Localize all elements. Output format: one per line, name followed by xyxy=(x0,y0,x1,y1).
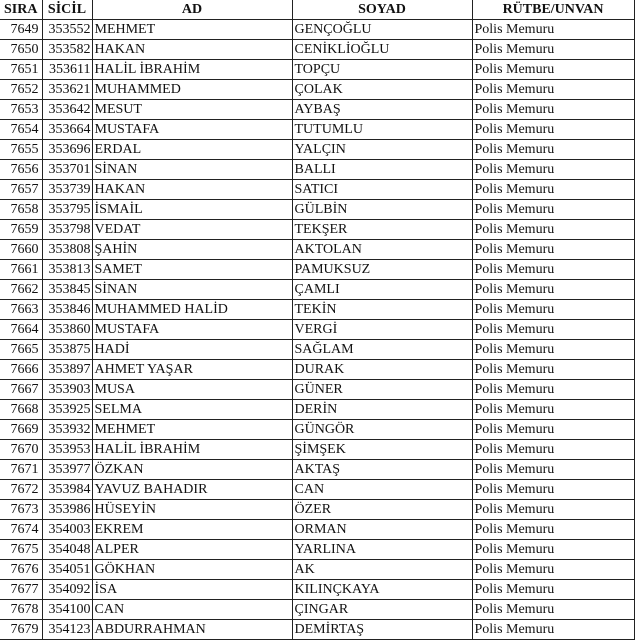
table-row xyxy=(0,100,634,120)
cell-soyad: BALLI xyxy=(292,160,472,180)
cell-ad: MUSTAFA xyxy=(92,320,292,340)
table-row xyxy=(0,20,634,40)
cell-sira: 7664 xyxy=(0,320,42,340)
cell-ad: ÖZKAN xyxy=(92,460,292,480)
table-row xyxy=(0,340,634,360)
header-soyad: SOYAD xyxy=(292,0,472,20)
cell-rutbe: Polis Memuru xyxy=(472,580,634,600)
cell-sira: 7660 xyxy=(0,240,42,260)
cell-ad: HADİ xyxy=(92,340,292,360)
cell-rutbe: Polis Memuru xyxy=(472,140,634,160)
cell-soyad: SAĞLAM xyxy=(292,340,472,360)
table-row xyxy=(0,260,634,280)
cell-sicil: 353701 xyxy=(42,160,92,180)
cell-rutbe: Polis Memuru xyxy=(472,600,634,620)
cell-sicil: 353813 xyxy=(42,260,92,280)
cell-soyad: DERİN xyxy=(292,400,472,420)
cell-sicil: 353798 xyxy=(42,220,92,240)
table-body xyxy=(0,20,634,640)
cell-ad: MEHMET xyxy=(92,20,292,40)
cell-soyad: ORMAN xyxy=(292,520,472,540)
cell-ad: MUSA xyxy=(92,380,292,400)
cell-rutbe: Polis Memuru xyxy=(472,40,634,60)
cell-ad: SELMA xyxy=(92,400,292,420)
cell-sira: 7654 xyxy=(0,120,42,140)
cell-ad: YAVUZ BAHADIR xyxy=(92,480,292,500)
cell-ad: HÜSEYİN xyxy=(92,500,292,520)
cell-sicil: 353845 xyxy=(42,280,92,300)
cell-soyad: YARLINA xyxy=(292,540,472,560)
cell-ad: İSMAİL xyxy=(92,200,292,220)
cell-sira: 7678 xyxy=(0,600,42,620)
cell-ad: SAMET xyxy=(92,260,292,280)
cell-sicil: 353897 xyxy=(42,360,92,380)
table-row xyxy=(0,520,634,540)
cell-ad: AHMET YAŞAR xyxy=(92,360,292,380)
table-row xyxy=(0,620,634,640)
cell-soyad: ÇAMLI xyxy=(292,280,472,300)
cell-sira: 7652 xyxy=(0,80,42,100)
cell-sicil: 353875 xyxy=(42,340,92,360)
cell-sira: 7676 xyxy=(0,560,42,580)
table-row xyxy=(0,400,634,420)
table-row xyxy=(0,420,634,440)
table-row xyxy=(0,480,634,500)
cell-soyad: CENİKLİOĞLU xyxy=(292,40,472,60)
cell-rutbe: Polis Memuru xyxy=(472,180,634,200)
cell-sicil: 353925 xyxy=(42,400,92,420)
cell-sicil: 353552 xyxy=(42,20,92,40)
cell-sira: 7661 xyxy=(0,260,42,280)
cell-sira: 7669 xyxy=(0,420,42,440)
cell-sira: 7659 xyxy=(0,220,42,240)
table-row xyxy=(0,160,634,180)
cell-rutbe: Polis Memuru xyxy=(472,420,634,440)
cell-rutbe: Polis Memuru xyxy=(472,500,634,520)
cell-sira: 7650 xyxy=(0,40,42,60)
cell-sicil: 354051 xyxy=(42,560,92,580)
cell-rutbe: Polis Memuru xyxy=(472,340,634,360)
cell-rutbe: Polis Memuru xyxy=(472,200,634,220)
cell-sira: 7653 xyxy=(0,100,42,120)
cell-sira: 7663 xyxy=(0,300,42,320)
cell-rutbe: Polis Memuru xyxy=(472,560,634,580)
cell-sicil: 354100 xyxy=(42,600,92,620)
cell-sicil: 353903 xyxy=(42,380,92,400)
cell-soyad: ÇINGAR xyxy=(292,600,472,620)
cell-rutbe: Polis Memuru xyxy=(472,300,634,320)
cell-soyad: AK xyxy=(292,560,472,580)
cell-rutbe: Polis Memuru xyxy=(472,460,634,480)
table-row xyxy=(0,320,634,340)
cell-sira: 7675 xyxy=(0,540,42,560)
cell-soyad: GENÇOĞLU xyxy=(292,20,472,40)
cell-sicil: 353860 xyxy=(42,320,92,340)
cell-sira: 7677 xyxy=(0,580,42,600)
cell-ad: ABDURRAHMAN xyxy=(92,620,292,640)
cell-ad: MUHAMMED xyxy=(92,80,292,100)
table-row xyxy=(0,600,634,620)
cell-rutbe: Polis Memuru xyxy=(472,400,634,420)
table-row xyxy=(0,120,634,140)
table-header-row xyxy=(0,0,634,20)
table-row xyxy=(0,80,634,100)
cell-soyad: TEKİN xyxy=(292,300,472,320)
cell-sicil: 353611 xyxy=(42,60,92,80)
table-row xyxy=(0,280,634,300)
cell-sicil: 353795 xyxy=(42,200,92,220)
header-rutbe: RÜTBE/UNVAN xyxy=(472,0,634,20)
cell-sicil: 353739 xyxy=(42,180,92,200)
cell-ad: VEDAT xyxy=(92,220,292,240)
cell-rutbe: Polis Memuru xyxy=(472,620,634,640)
cell-ad: ALPER xyxy=(92,540,292,560)
cell-soyad: YALÇIN xyxy=(292,140,472,160)
cell-ad: MUHAMMED HALİD xyxy=(92,300,292,320)
table-row xyxy=(0,460,634,480)
cell-soyad: AKTOLAN xyxy=(292,240,472,260)
cell-ad: MEHMET xyxy=(92,420,292,440)
cell-ad: SİNAN xyxy=(92,160,292,180)
cell-sicil: 354003 xyxy=(42,520,92,540)
cell-sicil: 353846 xyxy=(42,300,92,320)
cell-soyad: ŞİMŞEK xyxy=(292,440,472,460)
cell-sicil: 353696 xyxy=(42,140,92,160)
table-row xyxy=(0,40,634,60)
cell-rutbe: Polis Memuru xyxy=(472,60,634,80)
table-row xyxy=(0,180,634,200)
cell-ad: EKREM xyxy=(92,520,292,540)
cell-soyad: ÖZER xyxy=(292,500,472,520)
header-sira: SIRA xyxy=(0,0,42,20)
cell-ad: ERDAL xyxy=(92,140,292,160)
cell-rutbe: Polis Memuru xyxy=(472,540,634,560)
table-row xyxy=(0,440,634,460)
cell-rutbe: Polis Memuru xyxy=(472,160,634,180)
table-row xyxy=(0,540,634,560)
cell-rutbe: Polis Memuru xyxy=(472,520,634,540)
table-row xyxy=(0,380,634,400)
cell-soyad: CAN xyxy=(292,480,472,500)
cell-soyad: AKTAŞ xyxy=(292,460,472,480)
cell-rutbe: Polis Memuru xyxy=(472,100,634,120)
cell-sicil: 354092 xyxy=(42,580,92,600)
cell-sira: 7679 xyxy=(0,620,42,640)
cell-soyad: TEKŞER xyxy=(292,220,472,240)
cell-sicil: 353621 xyxy=(42,80,92,100)
cell-ad: MESUT xyxy=(92,100,292,120)
cell-sira: 7658 xyxy=(0,200,42,220)
cell-ad: ŞAHİN xyxy=(92,240,292,260)
cell-sira: 7662 xyxy=(0,280,42,300)
cell-rutbe: Polis Memuru xyxy=(472,440,634,460)
cell-rutbe: Polis Memuru xyxy=(472,280,634,300)
cell-rutbe: Polis Memuru xyxy=(472,240,634,260)
cell-soyad: GÜNER xyxy=(292,380,472,400)
cell-sira: 7673 xyxy=(0,500,42,520)
cell-rutbe: Polis Memuru xyxy=(472,480,634,500)
cell-rutbe: Polis Memuru xyxy=(472,320,634,340)
cell-sira: 7667 xyxy=(0,380,42,400)
cell-soyad: DURAK xyxy=(292,360,472,380)
table-row xyxy=(0,140,634,160)
cell-rutbe: Polis Memuru xyxy=(472,20,634,40)
cell-sicil: 353582 xyxy=(42,40,92,60)
cell-sira: 7657 xyxy=(0,180,42,200)
cell-soyad: DEMİRTAŞ xyxy=(292,620,472,640)
cell-soyad: PAMUKSUZ xyxy=(292,260,472,280)
cell-sira: 7651 xyxy=(0,60,42,80)
cell-rutbe: Polis Memuru xyxy=(472,220,634,240)
table-row xyxy=(0,300,634,320)
table-row xyxy=(0,220,634,240)
cell-soyad: KILINÇKAYA xyxy=(292,580,472,600)
table-row xyxy=(0,560,634,580)
header-sicil: SİCİL xyxy=(42,0,92,20)
cell-ad: SİNAN xyxy=(92,280,292,300)
cell-sicil: 353984 xyxy=(42,480,92,500)
cell-ad: HAKAN xyxy=(92,180,292,200)
table-row xyxy=(0,60,634,80)
cell-sira: 7672 xyxy=(0,480,42,500)
cell-soyad: ÇOLAK xyxy=(292,80,472,100)
cell-soyad: GÜLBİN xyxy=(292,200,472,220)
cell-sicil: 353953 xyxy=(42,440,92,460)
cell-sira: 7668 xyxy=(0,400,42,420)
cell-ad: HAKAN xyxy=(92,40,292,60)
cell-sicil: 353808 xyxy=(42,240,92,260)
cell-soyad: VERGİ xyxy=(292,320,472,340)
cell-soyad: SATICI xyxy=(292,180,472,200)
cell-ad: MUSTAFA xyxy=(92,120,292,140)
cell-sira: 7655 xyxy=(0,140,42,160)
cell-ad: İSA xyxy=(92,580,292,600)
cell-soyad: GÜNGÖR xyxy=(292,420,472,440)
cell-rutbe: Polis Memuru xyxy=(472,260,634,280)
cell-sicil: 353664 xyxy=(42,120,92,140)
cell-soyad: AYBAŞ xyxy=(292,100,472,120)
cell-sicil: 353932 xyxy=(42,420,92,440)
cell-rutbe: Polis Memuru xyxy=(472,360,634,380)
table-row xyxy=(0,360,634,380)
table-row xyxy=(0,500,634,520)
cell-rutbe: Polis Memuru xyxy=(472,80,634,100)
cell-sira: 7671 xyxy=(0,460,42,480)
cell-sicil: 353977 xyxy=(42,460,92,480)
cell-sira: 7670 xyxy=(0,440,42,460)
cell-ad: CAN xyxy=(92,600,292,620)
cell-ad: HALİL İBRAHİM xyxy=(92,60,292,80)
cell-sira: 7666 xyxy=(0,360,42,380)
cell-sicil: 354048 xyxy=(42,540,92,560)
cell-sicil: 353642 xyxy=(42,100,92,120)
cell-ad: HALİL İBRAHİM xyxy=(92,440,292,460)
table-row xyxy=(0,200,634,220)
cell-sicil: 353986 xyxy=(42,500,92,520)
cell-sira: 7674 xyxy=(0,520,42,540)
cell-sira: 7649 xyxy=(0,20,42,40)
table-row xyxy=(0,240,634,260)
cell-soyad: TUTUMLU xyxy=(292,120,472,140)
cell-soyad: TOPÇU xyxy=(292,60,472,80)
cell-sira: 7665 xyxy=(0,340,42,360)
cell-rutbe: Polis Memuru xyxy=(472,120,634,140)
table-row xyxy=(0,580,634,600)
cell-ad: GÖKHAN xyxy=(92,560,292,580)
header-ad: AD xyxy=(92,0,292,20)
cell-rutbe: Polis Memuru xyxy=(472,380,634,400)
cell-sira: 7656 xyxy=(0,160,42,180)
cell-sicil: 354123 xyxy=(42,620,92,640)
